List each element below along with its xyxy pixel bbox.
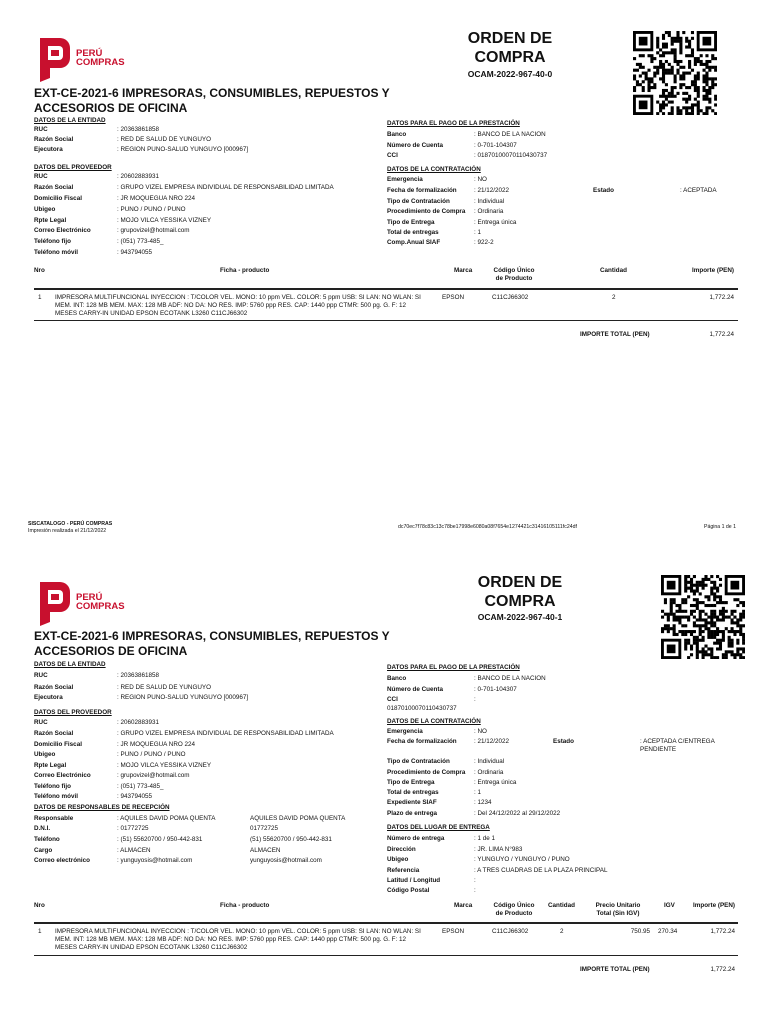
order-number-2: OCAM-2022-967-40-1 [477, 612, 563, 622]
prov-domicilio-label: Domicilio Fiscal [34, 195, 82, 202]
row-ficha [55, 928, 421, 952]
row-ficha-l2: MEM. INT: 128 MB MEM. MAX: 128 MB ADF: NO DA: NO RES. IMP: 5760 ppp RES. CAP: 1440 ppp CTMR: 500 pg. G. F: 12 [55, 936, 406, 943]
footer-hash: dc70ec7f78c83c13c78be17998e6080a08f7654e1274421c31416105111fc24df [398, 524, 577, 530]
col-marca: Marca [454, 267, 473, 274]
col-cantidad: Cantidad [600, 267, 627, 274]
prov-domicilio-label: Domicilio Fiscal [34, 741, 82, 748]
razon-label: Razón Social [34, 136, 74, 143]
prov-ubigeo: : PUNO / PUNO / PUNO [117, 206, 186, 213]
heading-line2: ACCESORIOS DE OFICINA [34, 101, 188, 115]
proc-label: Procedimiento de Compra [387, 769, 466, 776]
row-ficha-l1: IMPRESORA MULTIFUNCIONAL INYECCION : T/COLOR VEL. MONO: 10 ppm VEL. COLOR: 5 ppm USB: SI LAN: NO WLAN: SI [55, 928, 421, 935]
footer-printed: Impresión realizada el 21/12/2022 [28, 527, 107, 534]
emergencia-value: : NO [474, 176, 487, 183]
table-header-rule [34, 922, 738, 924]
peru-compras-logo-icon [34, 578, 72, 626]
col-codigo-l1: Código Único [493, 267, 535, 274]
row-cantidad: 2 [612, 294, 616, 301]
col-codigo [484, 267, 544, 283]
cargo-value: : ALMACEN [117, 847, 151, 854]
row-marca: EPSON [442, 928, 465, 935]
ruc-label: RUC [34, 672, 48, 679]
col-igv: IGV [664, 902, 675, 909]
lugar-ubigeo-value: : YUNGUYO / YUNGUYO / PUNO [474, 856, 570, 863]
col-importe: Importe (PEN) [692, 267, 734, 274]
estado-label: Estado [593, 187, 614, 194]
peru-compras-logo-icon [34, 34, 72, 82]
tipo-value: : Individual [474, 758, 505, 765]
heading-line1: EXT-CE-2021-6 IMPRESORAS, CONSUMIBLES, REPUESTOS Y [34, 86, 390, 100]
siaf-label: Comp.Anual SIAF [387, 239, 441, 246]
col-codigo-l1: Código Único [493, 902, 535, 909]
contratacion-section-title: DATOS DE LA CONTRATACIÓN [387, 718, 481, 725]
banco-label: Banco [387, 675, 407, 682]
plazo-value: : Del 24/12/2022 al 29/12/2022 [474, 810, 561, 817]
dni-label: D.N.I. [34, 825, 51, 832]
recepcion-section-title: DATOS DE RESPONSABLES DE RECEPCIÓN [34, 804, 170, 811]
razon-label: Razón Social [34, 684, 74, 691]
row-ficha-l1: IMPRESORA MULTIFUNCIONAL INYECCION : T/COLOR VEL. MONO: 10 ppm VEL. COLOR: 5 ppm USB: SI LAN: NO WLAN: SI [55, 294, 421, 301]
banco-value: : BANCO DE LA NACION [474, 675, 546, 682]
document-title [450, 29, 570, 67]
total-entregas-value: : 1 [474, 789, 482, 796]
pago-section-title: DATOS PARA EL PAGO DE LA PRESTACIÓN [387, 120, 520, 127]
prov-ruc-label: RUC [34, 719, 48, 726]
prov-ruc: : 20602883931 [117, 719, 160, 726]
row-ficha-l3: MESES CARRY-IN UNIDAD EPSON ECOTANK L3260 C11CJ66302 [55, 310, 248, 317]
prov-razon: : GRUPO VIZEL EMPRESA INDIVIDUAL DE RESPONSABILIDAD LIMITADA [117, 184, 334, 191]
cp-value: : [474, 887, 476, 894]
entidad-razon: : RED DE SALUD DE YUNGUYO [117, 684, 212, 691]
ejecutora-label: Ejecutora [34, 146, 63, 153]
row-igv: 270.34 [658, 928, 678, 935]
estado-value [640, 738, 715, 754]
cci-value: 01870100070110430737 [387, 705, 457, 712]
cuenta-value: : 0-701-104307 [474, 686, 517, 693]
entidad-razon: : RED DE SALUD DE YUNGUYO [117, 136, 212, 143]
emergencia-label: Emergencia [387, 728, 423, 735]
entrega-label: Tipo de Entrega [387, 219, 435, 226]
prov-razon-label: Razón Social [34, 730, 74, 737]
cuenta-value: : 0-701-104307 [474, 142, 517, 149]
prov-ruc-label: RUC [34, 173, 48, 180]
prov-razon: : GRUPO VIZEL EMPRESA INDIVIDUAL DE RESPONSABILIDAD LIMITADA [117, 730, 334, 737]
proc-value: : Ordinaria [474, 208, 504, 215]
tel-value-2: (51) 55620700 / 950-442-831 [250, 836, 332, 843]
lugar-ubigeo-label: Ubigeo [387, 856, 409, 863]
col-importe: Importe (PEN) [693, 902, 735, 909]
fecha-value: : 21/12/2022 [474, 187, 510, 194]
catalog-heading-2 [34, 629, 390, 659]
table-header-rule [34, 288, 738, 290]
logo-line1: PERÚ [76, 48, 103, 59]
title-line2: COMPRA [474, 49, 546, 66]
prov-movil: : 943794055 [117, 793, 153, 800]
cp-label: Código Postal [387, 887, 430, 894]
prov-razon-label: Razón Social [34, 184, 74, 191]
entrega-label: Tipo de Entrega [387, 779, 435, 786]
logo-line1: PERÚ [76, 592, 103, 603]
estado-value: : ACEPTADA [680, 187, 717, 194]
row-importe: 1,772.24 [710, 928, 735, 935]
table-bottom-rule [34, 955, 738, 956]
plazo-label: Plazo de entrega [387, 810, 438, 817]
estado-line1: : ACEPTADA C/ENTREGA [640, 738, 715, 745]
entidad-ruc: : 20363861858 [117, 126, 160, 133]
tel-label: Teléfono [34, 836, 60, 843]
logo-line2: COMPRAS [76, 57, 125, 68]
col-cantidad: Cantidad [548, 902, 575, 909]
prov-correo: : grupovizel@hotmail.com [117, 772, 190, 779]
cci-colon: : [474, 696, 476, 703]
document-title-2 [460, 573, 580, 611]
siaf-label: Expediente SIAF [387, 799, 437, 806]
footer-system: SISCATALOGO - PERÚ COMPRAS [28, 521, 113, 527]
referencia-label: Referencia [387, 867, 420, 874]
table-bottom-rule [34, 320, 738, 321]
prov-rpte: : MOJO VILCA YESSIKA VIZNEY [117, 762, 212, 769]
prov-ubigeo-label: Ubigeo [34, 206, 56, 213]
fecha-value: : 21/12/2022 [474, 738, 510, 745]
importe-total-value: 1,772.24 [709, 331, 734, 338]
entidad-ejecutora: : REGION PUNO-SALUD YUNGUYO [000967] [117, 146, 249, 153]
row-precio: 750.95 [630, 928, 650, 935]
prov-correo: : grupovizel@hotmail.com [117, 227, 190, 234]
footer-page: Página 1 de 1 [704, 524, 737, 530]
siaf-value: : 922-2 [474, 239, 494, 246]
title-line1: ORDEN DE [477, 574, 563, 591]
entidad-section-title: DATOS DE LA ENTIDAD [34, 661, 106, 668]
emergencia-label: Emergencia [387, 176, 423, 183]
cargo-value-2: ALMACEN [250, 847, 281, 854]
row-ficha-l2: MEM. INT: 128 MB MEM. MAX: 128 MB ADF: NO DA: NO RES. IMP: 5760 ppp RES. CAP: 1440 ppp CTMR: 500 pg. G. F: 12 [55, 302, 406, 309]
order-number: OCAM-2022-967-40-0 [467, 69, 553, 79]
contratacion-section-title: DATOS DE LA CONTRATACIÓN [387, 166, 481, 173]
row-codigo: C11CJ66302 [492, 294, 529, 301]
qr-code [633, 31, 717, 115]
cci-label: CCI [387, 696, 398, 703]
row-marca: EPSON [442, 294, 465, 301]
col-precio-l1: Precio Unitario [595, 902, 641, 909]
col-nro: Nro [34, 267, 45, 274]
peru-compras-logo-2 [34, 578, 125, 626]
cuenta-label: Número de Cuenta [387, 142, 443, 149]
entidad-ejecutora: : REGION PUNO-SALUD YUNGUYO [000967] [117, 694, 249, 701]
tipo-label: Tipo de Contratación [387, 758, 450, 765]
row-ficha-l3: MESES CARRY-IN UNIDAD EPSON ECOTANK L3260 C11CJ66302 [55, 944, 248, 951]
logo-line2: COMPRAS [76, 601, 125, 612]
tel-value: : (51) 55620700 / 950-442-831 [117, 836, 203, 843]
resp-label: Responsable [34, 815, 74, 822]
logo-text [76, 49, 125, 67]
prov-rpte-label: Rpte Legal [34, 762, 67, 769]
row-nro: 1 [38, 294, 42, 301]
total-entregas-label: Total de entregas [387, 229, 439, 236]
estado-label: Estado [553, 738, 574, 745]
latlng-value: : [474, 877, 476, 884]
importe-total-label: IMPORTE TOTAL (PEN) [580, 966, 650, 973]
direccion-label: Dirección [387, 846, 416, 853]
referencia-value: : A TRES CUADRAS DE LA PLAZA PRINCIPAL [474, 867, 608, 874]
row-codigo: C11CJ66302 [492, 928, 529, 935]
col-codigo [484, 902, 544, 918]
title-line2: COMPRA [484, 593, 556, 610]
recep-correo-value: : yunguyosis@hotmail.com [117, 857, 193, 864]
ruc-label: RUC [34, 126, 48, 133]
cuenta-label: Número de Cuenta [387, 686, 443, 693]
num-entrega-value: : 1 de 1 [474, 835, 496, 842]
row-nro: 1 [38, 928, 42, 935]
prov-ubigeo-label: Ubigeo [34, 751, 56, 758]
total-entregas-value: : 1 [474, 229, 482, 236]
siaf-value: : 1234 [474, 799, 492, 806]
entidad-ruc: : 20363861858 [117, 672, 160, 679]
row-cantidad: 2 [560, 928, 564, 935]
direccion-value: : JR. LIMA N°983 [474, 846, 523, 853]
latlng-label: Latitud / Longitud [387, 877, 441, 884]
recep-correo-value-2: yunguyosis@hotmail.com [250, 857, 322, 864]
col-ficha: Ficha - producto [220, 267, 270, 274]
prov-ubigeo: : PUNO / PUNO / PUNO [117, 751, 186, 758]
entrega-value: : Entrega única [474, 219, 517, 226]
prov-rpte-label: Rpte Legal [34, 217, 67, 224]
prov-fijo-label: Teléfono fijo [34, 783, 71, 790]
row-importe: 1,772.24 [709, 294, 734, 301]
proc-label: Procedimiento de Compra [387, 208, 466, 215]
fecha-label: Fecha de formalización [387, 187, 457, 194]
col-precio [584, 902, 652, 918]
tipo-value: : Individual [474, 198, 505, 205]
importe-total-label: IMPORTE TOTAL (PEN) [580, 331, 650, 338]
row-ficha [55, 294, 421, 318]
prov-fijo: : (051) 773-485_ [117, 783, 164, 790]
proc-value: : Ordinaria [474, 769, 504, 776]
recep-correo-label: Correo electrónico [34, 857, 90, 864]
estado-line2: PENDIENTE [640, 746, 677, 753]
pago-section-title: DATOS PARA EL PAGO DE LA PRESTACIÓN [387, 664, 520, 671]
prov-movil: : 943794055 [117, 249, 153, 256]
prov-fijo-label: Teléfono fijo [34, 238, 71, 245]
entidad-section-title: DATOS DE LA ENTIDAD [34, 117, 106, 124]
cargo-label: Cargo [34, 847, 53, 854]
proveedor-section-title: DATOS DEL PROVEEDOR [34, 709, 112, 716]
dni-value: : 01772725 [117, 825, 149, 832]
col-marca: Marca [454, 902, 473, 909]
prov-domicilio: : JR MOQUEGUA NRO 224 [117, 195, 196, 202]
prov-domicilio: : JR MOQUEGUA NRO 224 [117, 741, 196, 748]
banco-label: Banco [387, 131, 407, 138]
dni-value-2: 01772725 [250, 825, 279, 832]
resp-value: : AQUILES DAVID POMA QUENTA [117, 815, 216, 822]
num-entrega-label: Número de entrega [387, 835, 445, 842]
col-codigo-l2: de Producto [495, 910, 533, 917]
logo-text [76, 593, 125, 611]
lugar-section-title: DATOS DEL LUGAR DE ENTREGA [387, 824, 490, 831]
prov-correo-label: Correo Electrónico [34, 227, 91, 234]
col-precio-l2: Total (Sin IGV) [596, 910, 640, 917]
tipo-label: Tipo de Contratación [387, 198, 450, 205]
col-codigo-l2: de Producto [495, 275, 533, 282]
heading-line2: ACCESORIOS DE OFICINA [34, 644, 188, 658]
heading-line1: EXT-CE-2021-6 IMPRESORAS, CONSUMIBLES, REPUESTOS Y [34, 629, 390, 643]
entrega-value: : Entrega única [474, 779, 517, 786]
page-footer-left [28, 521, 112, 534]
cci-label: CCI [387, 152, 398, 159]
col-nro: Nro [34, 902, 45, 909]
qr-code-2 [661, 575, 745, 659]
prov-correo-label: Correo Electrónico [34, 772, 91, 779]
prov-movil-label: Teléfono móvil [34, 249, 78, 256]
prov-fijo: : (051) 773-485_ [117, 238, 164, 245]
col-ficha: Ficha - producto [220, 902, 270, 909]
ejecutora-label: Ejecutora [34, 694, 63, 701]
emergencia-value: : NO [474, 728, 487, 735]
banco-value: : BANCO DE LA NACION [474, 131, 546, 138]
proveedor-section-title: DATOS DEL PROVEEDOR [34, 164, 112, 171]
title-line1: ORDEN DE [467, 30, 553, 47]
resp-value-2: AQUILES DAVID POMA QUENTA [250, 815, 346, 822]
total-entregas-label: Total de entregas [387, 789, 439, 796]
prov-rpte: : MOJO VILCA YESSIKA VIZNEY [117, 217, 212, 224]
importe-total-value: 1,772.24 [710, 966, 735, 973]
fecha-label: Fecha de formalización [387, 738, 457, 745]
cci-value: : 01870100070110430737 [474, 152, 548, 159]
prov-ruc: : 20602883931 [117, 173, 160, 180]
peru-compras-logo [34, 34, 125, 82]
catalog-heading [34, 86, 390, 116]
prov-movil-label: Teléfono móvil [34, 793, 78, 800]
